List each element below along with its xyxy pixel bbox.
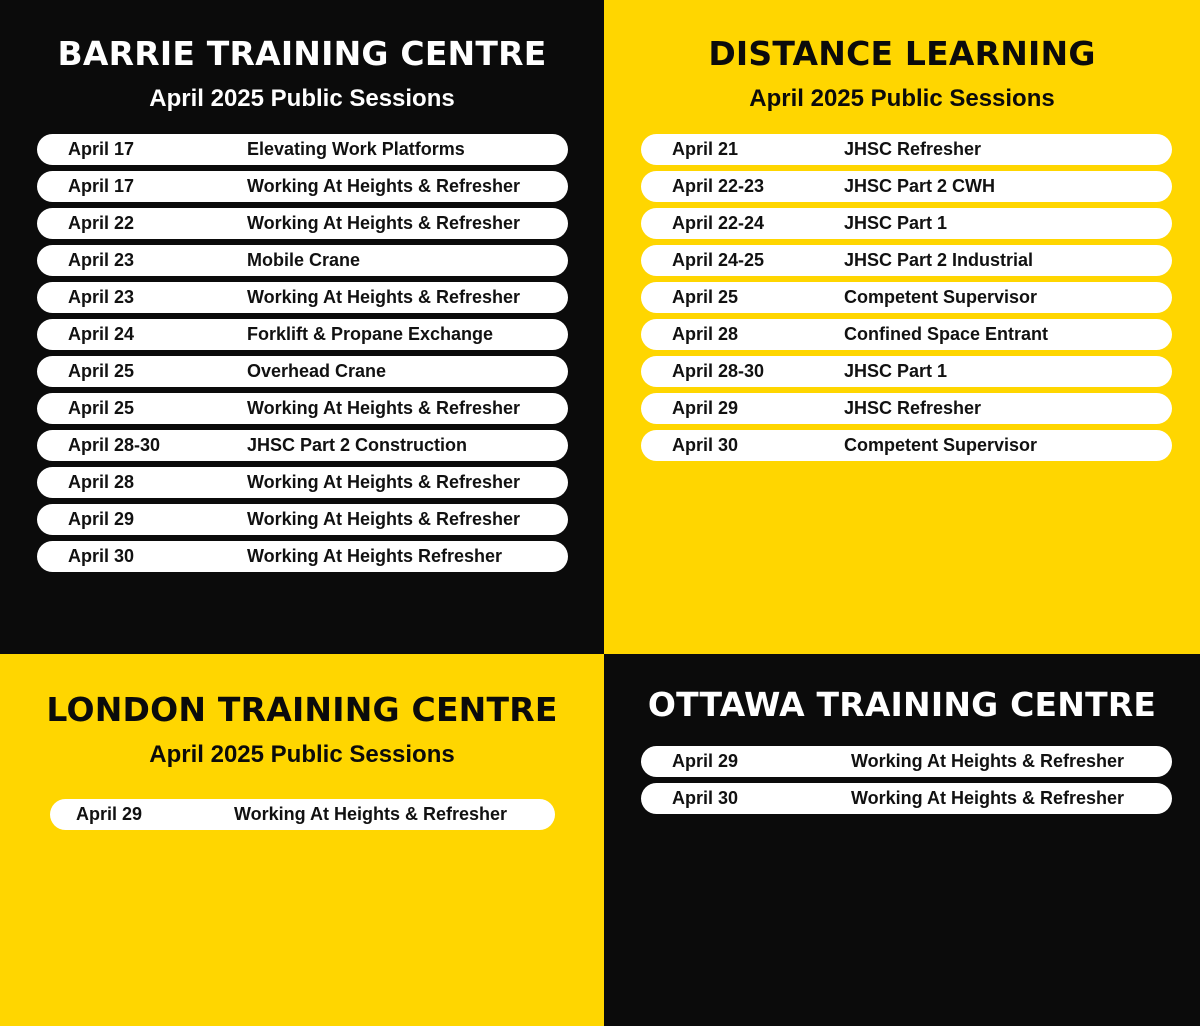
ottawa-session-list <box>641 746 1172 820</box>
session-row <box>641 134 1172 165</box>
session-date: April 30 <box>672 435 739 455</box>
ottawa-title: OTTAWA TRAINING CENTRE <box>647 685 1157 724</box>
london-session-list <box>50 799 555 836</box>
session-date: April 29 <box>68 509 135 529</box>
session-course: JHSC Refresher <box>844 398 982 418</box>
session-date: April 29 <box>672 751 739 771</box>
session-row <box>641 356 1172 387</box>
session-date: April 28-30 <box>68 435 161 455</box>
session-course: Working At Heights & Refresher <box>247 176 521 196</box>
session-date: April 22-24 <box>672 213 765 233</box>
session-row <box>37 393 568 424</box>
session-row <box>641 319 1172 350</box>
session-date: April 29 <box>672 398 739 418</box>
session-date: April 23 <box>68 250 135 270</box>
session-date: April 23 <box>68 287 135 307</box>
session-row <box>37 430 568 461</box>
session-row <box>37 541 568 572</box>
session-row <box>50 799 555 830</box>
session-row <box>37 171 568 202</box>
barrie-session-list <box>37 134 568 578</box>
distance-subtitle: April 2025 Public Sessions <box>749 85 1055 112</box>
session-course: Overhead Crane <box>247 361 387 381</box>
session-row <box>37 356 568 387</box>
session-course: Working At Heights & Refresher <box>247 398 521 418</box>
ottawa-panel <box>604 654 1200 1026</box>
session-course: Working At Heights & Refresher <box>234 804 508 824</box>
session-course: Working At Heights & Refresher <box>247 472 521 492</box>
session-date: April 29 <box>76 804 143 824</box>
session-date: April 24 <box>68 324 135 344</box>
session-course: JHSC Part 2 Construction <box>247 435 468 455</box>
session-course: JHSC Part 2 CWH <box>844 176 996 196</box>
distance-panel <box>604 0 1200 654</box>
session-row <box>641 783 1172 814</box>
session-row <box>37 282 568 313</box>
session-course: Mobile Crane <box>247 250 361 270</box>
session-course: Competent Supervisor <box>844 287 1038 307</box>
session-course: Working At Heights Refresher <box>247 546 503 566</box>
session-row <box>641 208 1172 239</box>
barrie-title: BARRIE TRAINING CENTRE <box>57 34 547 73</box>
session-course: Working At Heights & Refresher <box>851 788 1125 808</box>
session-course: Elevating Work Platforms <box>247 139 465 159</box>
barrie-subtitle: April 2025 Public Sessions <box>149 85 455 112</box>
session-row <box>37 208 568 239</box>
session-date: April 22 <box>68 213 135 233</box>
session-course: Forklift & Propane Exchange <box>247 324 494 344</box>
london-panel <box>0 654 604 1026</box>
london-subtitle: April 2025 Public Sessions <box>149 741 455 768</box>
session-date: April 25 <box>68 398 135 418</box>
session-course: JHSC Part 1 <box>844 361 948 381</box>
session-course: JHSC Refresher <box>844 139 982 159</box>
session-row <box>641 171 1172 202</box>
session-row <box>37 319 568 350</box>
london-title: LONDON TRAINING CENTRE <box>46 690 558 729</box>
session-course: Working At Heights & Refresher <box>247 287 521 307</box>
session-course: JHSC Part 1 <box>844 213 948 233</box>
session-course: Working At Heights & Refresher <box>247 509 521 529</box>
session-course: Confined Space Entrant <box>844 324 1049 344</box>
session-row <box>641 746 1172 777</box>
session-date: April 21 <box>672 139 739 159</box>
barrie-panel <box>0 0 604 654</box>
session-row <box>37 245 568 276</box>
session-course: JHSC Part 2 Industrial <box>844 250 1034 270</box>
session-date: April 24-25 <box>672 250 765 270</box>
distance-title: DISTANCE LEARNING <box>708 34 1096 73</box>
session-date: April 30 <box>68 546 135 566</box>
session-date: April 25 <box>672 287 739 307</box>
session-date: April 17 <box>68 139 135 159</box>
session-row <box>37 504 568 535</box>
session-course: Working At Heights & Refresher <box>851 751 1125 771</box>
session-row <box>641 282 1172 313</box>
session-course: Working At Heights & Refresher <box>247 213 521 233</box>
distance-session-list <box>641 134 1172 467</box>
session-date: April 25 <box>68 361 135 381</box>
session-date: April 30 <box>672 788 739 808</box>
session-row <box>641 393 1172 424</box>
session-date: April 28 <box>672 324 739 344</box>
session-date: April 22-23 <box>672 176 765 196</box>
session-date: April 28-30 <box>672 361 765 381</box>
session-row <box>37 134 568 165</box>
session-course: Competent Supervisor <box>844 435 1038 455</box>
session-date: April 17 <box>68 176 135 196</box>
session-date: April 28 <box>68 472 135 492</box>
session-row <box>641 430 1172 461</box>
session-row <box>37 467 568 498</box>
session-row <box>641 245 1172 276</box>
